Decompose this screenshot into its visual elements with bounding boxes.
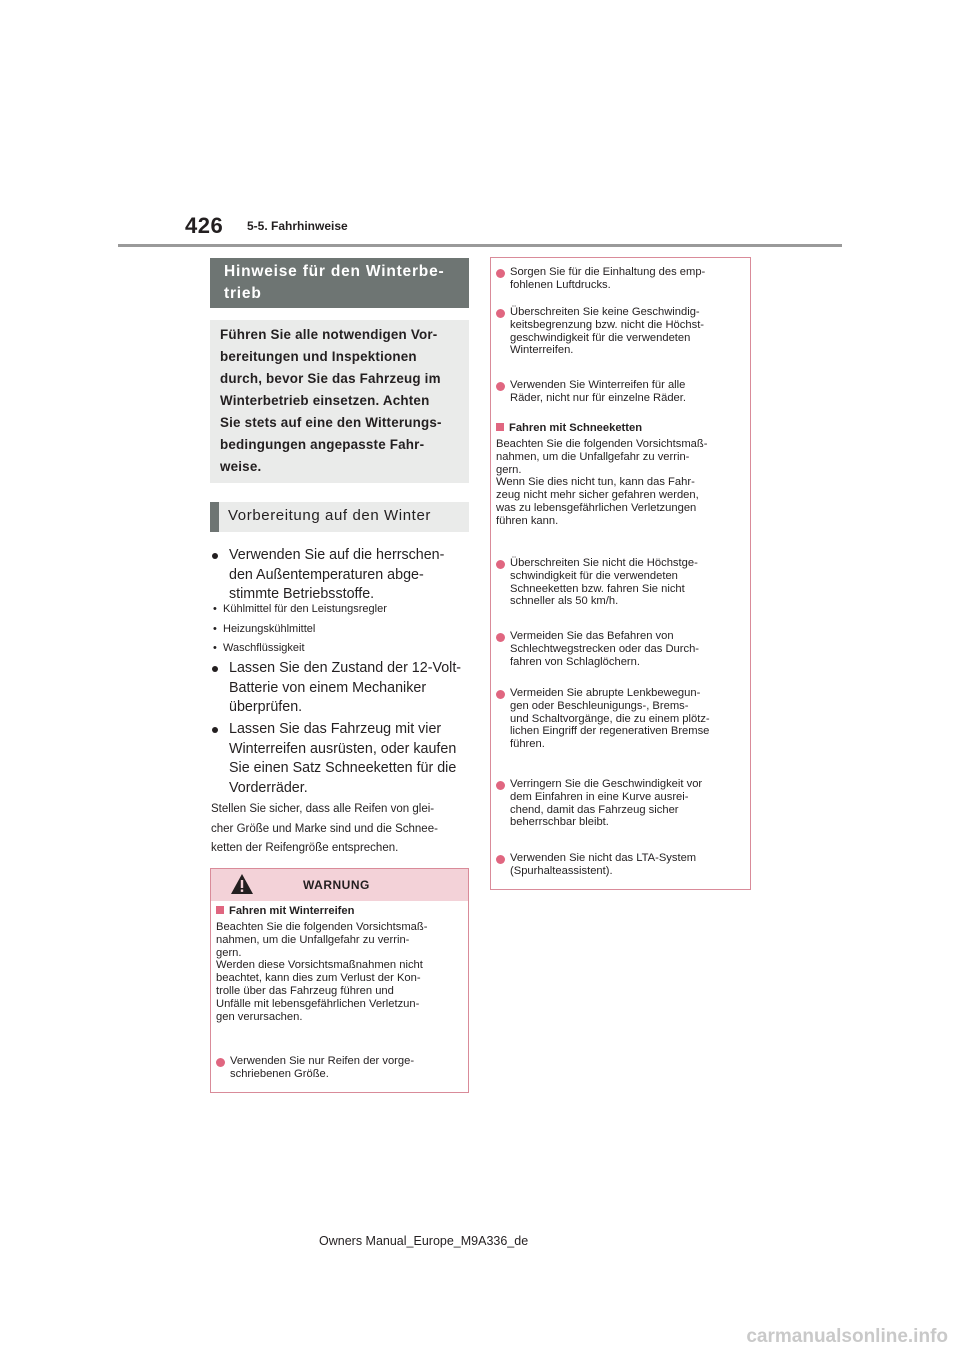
pink-bullet-icon bbox=[496, 309, 505, 318]
list-item bbox=[510, 852, 744, 878]
list-item bbox=[510, 266, 744, 292]
bullet-dot-icon bbox=[212, 727, 218, 733]
sub-item-text: Heizungskühlmittel bbox=[223, 623, 316, 635]
warning-item bbox=[230, 1055, 466, 1081]
list-item-text: Verwenden Sie Winterreifen für alle Räder, nicht nur für einzelne Räder. bbox=[510, 379, 686, 404]
prep-bullet-battery bbox=[229, 659, 479, 718]
prep-bullet-fluids bbox=[229, 546, 479, 605]
pink-bullet-icon bbox=[496, 690, 505, 699]
list-item-text: Verringern Sie die Geschwindigkeit vor dem Einfahren in eine Kurve ausrei- chend, damit das Fahrzeug sicher beherrschbar bleibt. bbox=[510, 778, 703, 829]
list-item-text: Sorgen Sie für die Einhaltung des emp- fohlenen Luftdrucks. bbox=[510, 266, 706, 291]
snow-chains-subhead bbox=[496, 422, 642, 435]
prep-bullet-battery-text: Lassen Sie den Zustand der 12-Volt- Batterie von einem Mechaniker überprüfen. bbox=[229, 660, 462, 715]
warning-title: WARNUNG bbox=[303, 878, 370, 892]
pink-bullet-icon bbox=[496, 855, 505, 864]
warning-box bbox=[210, 868, 469, 1093]
winter-intro-text: Führen Sie alle notwendigen Vor- bereitungen und Inspektionen durch, bevor Sie das Fahrzeug im Winterbetrieb einsetzen. Achten Sie stets auf eine den Witterungs- bedingungen angepasste Fahr- weise. bbox=[220, 327, 442, 474]
square-bullet-icon bbox=[496, 423, 504, 431]
warning-subhead-text: Fahren mit Winterreifen bbox=[229, 905, 355, 917]
sub-item-text: Waschflüssigkeit bbox=[223, 642, 305, 654]
list-item bbox=[510, 687, 744, 751]
prep-section-heading bbox=[210, 502, 469, 532]
pink-bullet-icon bbox=[496, 269, 505, 278]
warning-triangle-icon bbox=[230, 873, 254, 895]
list-item-text: Überschreiten Sie nicht die Höchstge- schwindigkeit für die verwendeten Schneeketten bzw. fahren Sie nicht schneller als 50 km/h. bbox=[510, 557, 698, 608]
snow-chains-text: Beachten Sie die folgenden Vorsichtsmaß- nahmen, um die Unfallgefahr zu verrin- gern. Wenn Sie dies nicht tun, kann das Fahr- zeug nicht mehr sicher gefahren werden, was zu lebensgefährlichen Verletzungen führen kann. bbox=[496, 438, 708, 527]
list-item-text: Vermeiden Sie das Befahren von Schlechtwegstrecken oder das Durch- fahren von Schlaglöchern. bbox=[510, 630, 700, 668]
prep-section-title: Vorbereitung auf den Winter bbox=[228, 507, 431, 524]
page-number: 426 bbox=[185, 213, 224, 238]
snow-chains-subhead-text: Fahren mit Schneeketten bbox=[509, 422, 643, 434]
section-title: 5-5. Fahrhinweise bbox=[247, 219, 348, 233]
pink-bullet-icon bbox=[496, 382, 505, 391]
sub-item-text: Kühlmittel für den Leistungsregler bbox=[223, 603, 387, 615]
pink-bullet-icon bbox=[496, 560, 505, 569]
warning-header bbox=[211, 869, 468, 901]
list-item-text: Verwenden Sie nicht das LTA-System (Spurhalteassistent). bbox=[510, 852, 697, 877]
watermark: carmanualsonline.info bbox=[746, 1326, 948, 1347]
winter-tires-continued-box bbox=[490, 257, 751, 890]
list-item bbox=[510, 630, 744, 668]
warning-item-text: Verwenden Sie nur Reifen der vorge- schriebenen Größe. bbox=[230, 1055, 415, 1080]
tire-note: Stellen Sie sicher, dass alle Reifen von glei- cher Größe und Marke sind und die Schnee- ketten der Reifengröße entsprechen. bbox=[211, 803, 438, 854]
sub-item bbox=[213, 603, 387, 616]
bullet-dot-icon bbox=[212, 553, 218, 559]
pink-bullet-icon bbox=[216, 1058, 225, 1067]
pink-bullet-icon bbox=[496, 781, 505, 790]
prep-bullet-tires bbox=[229, 720, 479, 798]
warning-text: Beachten Sie die folgenden Vorsichtsmaß- nahmen, um die Unfallgefahr zu verrin- gern. Werden diese Vorsichtsmaßnahmen nicht beachtet, kann dies zum Verlust der Kon- trolle über das Fahrzeug führen und Unfälle mit lebensgefährlichen Verletzun- gen verursachen. bbox=[216, 921, 428, 1023]
sub-bullet-icon: • bbox=[213, 642, 217, 654]
winter-section-title: Hinweise für den Winterbe- trieb bbox=[224, 263, 445, 302]
list-item bbox=[510, 379, 744, 405]
list-item-text: Vermeiden Sie abrupte Lenkbewegun- gen oder Beschleunigungs-, Brems- und Schaltvorgänge, die zu einem plötz- lichen Eingriff der regenerativen Bremse führen. bbox=[510, 687, 710, 751]
list-item bbox=[510, 778, 744, 829]
bullet-dot-icon bbox=[212, 666, 218, 672]
footer-text: Owners Manual_Europe_M9A336_de bbox=[319, 1234, 529, 1248]
list-item-text: Überschreiten Sie keine Geschwindig- keitsbegrenzung bzw. nicht die Höchst- geschwindigkeit für die verwendeten Winterreifen. bbox=[510, 306, 705, 357]
warning-subhead bbox=[216, 905, 354, 918]
winter-intro-box bbox=[210, 320, 469, 483]
sub-item bbox=[213, 642, 305, 655]
winter-section-heading bbox=[210, 258, 469, 308]
pink-bullet-icon bbox=[496, 633, 505, 642]
prep-bullet-fluids-text: Verwenden Sie auf die herrschen- den Außentemperaturen abge- stimmte Betriebsstoffe. bbox=[229, 547, 445, 602]
sub-bullet-icon: • bbox=[213, 603, 217, 615]
sub-item bbox=[213, 623, 316, 636]
header-divider bbox=[118, 244, 842, 247]
square-bullet-icon bbox=[216, 906, 224, 914]
list-item bbox=[510, 306, 744, 357]
list-item bbox=[510, 557, 744, 608]
sub-bullet-icon: • bbox=[213, 623, 217, 635]
prep-bullet-tires-text: Lassen Sie das Fahrzeug mit vier Winterreifen ausrüsten, oder kaufen Sie einen Satz Schneeketten für die Vorderräder. bbox=[229, 721, 457, 796]
